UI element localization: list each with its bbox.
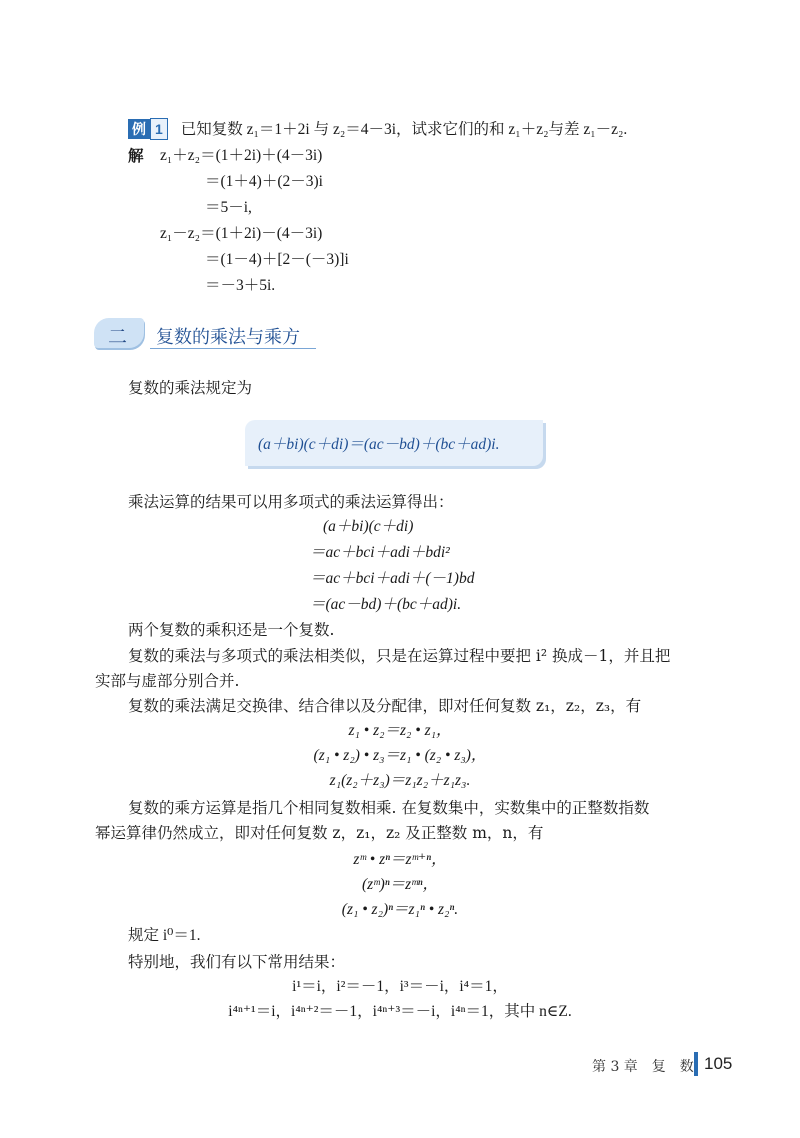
definition-formula: (a＋bi)(c＋di)＝(ac－bd)＋(bc＋ad)i. (258, 436, 500, 453)
footer-chapter: 第 3 章 复 数 (592, 1059, 694, 1075)
solution-label: 解 (128, 146, 144, 165)
result-formula: i¹＝i，i²＝－1，i³＝－i，i⁴＝1， (292, 978, 508, 995)
power-formula: (zᵐ)ⁿ＝zᵐⁿ， (361, 876, 439, 893)
section-underline (150, 348, 316, 349)
solution-line: ＝(1＋4)＋(2－3)i (205, 173, 323, 190)
derivation-line: ＝ac＋bci＋adi＋bdi² (310, 544, 450, 561)
footer-divider (694, 1052, 698, 1076)
paragraph: 乘法运算的结果可以用多项式的乘法运算得出： (128, 493, 454, 511)
law-formula: z₁ • z₂＝z₂ • z₁， (348, 722, 452, 739)
law-formula: z₁(z₂＋z₃)＝z₁z₂＋z₁z₃. (329, 772, 471, 789)
example-question: 已知复数 z₁＝1＋2i 与 z₂＝4－3i，试求它们的和 z₁＋z₂与差 z₁－z₂. (180, 121, 628, 138)
paragraph: 复数的乘方运算是指几个相同复数相乘. 在复数集中，实数集中的正整数指数 (128, 799, 650, 817)
derivation-line: (a＋bi)(c＋di) (323, 518, 414, 535)
power-formula: (z₁ • z₂)ⁿ＝z₁ⁿ • z₂ⁿ. (341, 901, 459, 918)
paragraph: 两个复数的乘积还是一个复数. (128, 621, 335, 639)
power-formula: zᵐ • zⁿ＝zᵐ⁺ⁿ， (353, 851, 447, 868)
example-tag: 例 (128, 119, 150, 139)
law-formula: (z₁ • z₂) • z₃＝z₁ • (z₂ • z₃)， (313, 747, 487, 764)
derivation-line: ＝ac＋bci＋adi＋(－1)bd (310, 570, 475, 587)
paragraph: 复数的乘法满足交换律、结合律以及分配律，即对任何复数 z₁，z₂，z₃，有 (128, 697, 642, 715)
paragraph: 实部与虚部分别合并. (95, 672, 240, 690)
paragraph: 复数的乘法与多项式的乘法相类似，只是在运算过程中要把 i² 换成－1，并且把 (128, 647, 671, 665)
section-number: 二 (108, 326, 128, 348)
paragraph: 特别地，我们有以下常用结果： (128, 953, 346, 971)
paragraph: 幂运算律仍然成立，即对任何复数 z，z₁，z₂ 及正整数 m，n，有 (95, 824, 544, 842)
example-number: 1 (150, 118, 168, 140)
derivation-line: ＝(ac－bd)＋(bc＋ad)i. (310, 596, 462, 613)
solution-line: ＝5－i, (205, 199, 252, 216)
paragraph: 规定 i⁰＝1. (128, 927, 201, 944)
solution-line: ＝－3＋5i. (205, 277, 276, 294)
paragraph: 复数的乘法规定为 (128, 379, 253, 397)
page-number: 105 (704, 1054, 733, 1073)
solution-line: z₁－z₂＝(1＋2i)－(4－3i) (160, 225, 323, 242)
result-formula: i⁴ⁿ⁺¹＝i，i⁴ⁿ⁺²＝－1，i⁴ⁿ⁺³＝－i，i⁴ⁿ＝1，其中 n∈Z. (228, 1003, 572, 1020)
solution-line: ＝(1－4)＋[2－(－3)]i (205, 251, 349, 268)
solution-line: z₁＋z₂＝(1＋2i)＋(4－3i) (160, 147, 323, 164)
section-title: 复数的乘法与乘方 (156, 327, 300, 348)
example-question-line (128, 118, 627, 140)
